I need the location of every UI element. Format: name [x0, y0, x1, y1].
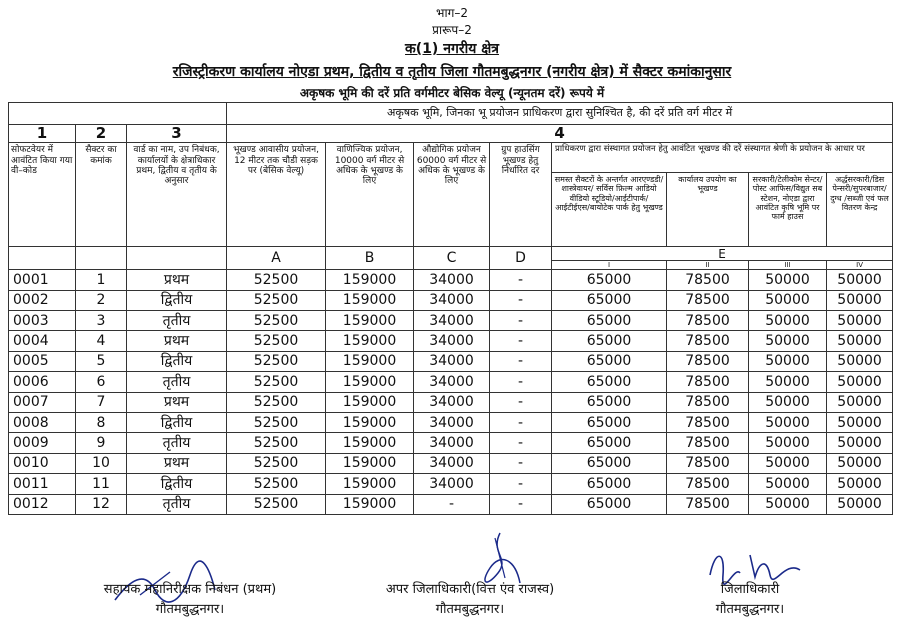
desc-e1: समस्त सैक्टरों के अन्तर्गत आरएण्डडी/शास्त्रेवायर/ सर्विस फ़िल्म आडियो वीडियो स्टूडियो/आईटीपार्क/ आईटीईएस/बायोटेक पार्क हेतु भूखण्ड	[552, 173, 667, 246]
cell-b: 159000	[326, 433, 414, 453]
cell-c: 34000	[414, 453, 490, 473]
signature-block-3	[650, 580, 850, 620]
signatory-title: सहायक महानिरीक्षक निबंधन (प्रथम)	[103, 582, 277, 597]
table-row	[9, 494, 893, 514]
cell-e4: 50000	[827, 372, 893, 392]
data-rows	[9, 270, 893, 515]
cell-e3: 50000	[749, 311, 827, 331]
signatory-title: अपर जिलाधिकारी(वित्त एंव राजस्व)	[385, 582, 555, 597]
cell-a: 52500	[227, 351, 326, 371]
cell-b: 159000	[326, 453, 414, 473]
cell-d: -	[490, 392, 552, 412]
cell-e4: 50000	[827, 311, 893, 331]
col-number: 4	[227, 125, 893, 143]
cell-b: 159000	[326, 270, 414, 290]
signatory-place: गौतमबुद्धनगर।	[715, 602, 785, 617]
cell-e3: 50000	[749, 433, 827, 453]
cell-a: 52500	[227, 453, 326, 473]
cell-d: -	[490, 270, 552, 290]
cell-sector: 6	[76, 372, 127, 392]
cell-ward: प्रथम	[127, 331, 227, 351]
desc-d: ग्रुप हाउसिंग भूखण्ड हेतु निर्धारित दर	[490, 143, 552, 247]
cell-b: 159000	[326, 494, 414, 514]
cell-e3: 50000	[749, 331, 827, 351]
cell-e4: 50000	[827, 433, 893, 453]
letter-e-group	[552, 247, 893, 270]
cell-code: 0011	[9, 474, 76, 494]
cell-a: 52500	[227, 494, 326, 514]
desc-sector-no: सैक्टर का कमांक	[76, 143, 127, 247]
desc-e2: कार्यालय उपयोग का भूखण्ड	[667, 173, 749, 246]
cell-e1: 65000	[552, 331, 667, 351]
desc-e3: सरकारी/टेलीकोम सेन्टर/पोस्ट आफिस/विद्युत सब स्टेशन, नोएडा द्वारा आवंटित कृषि भूमि पर फार्म हाउस	[749, 173, 827, 246]
cell-e2: 78500	[667, 270, 749, 290]
cell-code: 0010	[9, 453, 76, 473]
cell-ward: प्रथम	[127, 392, 227, 412]
cell-ward: द्वितीय	[127, 474, 227, 494]
cell-e2: 78500	[667, 331, 749, 351]
signatory-place: गौतमबुद्धनगर।	[435, 602, 505, 617]
cell-d: -	[490, 311, 552, 331]
cell-e3: 50000	[749, 351, 827, 371]
table-row	[9, 290, 893, 310]
cell-d: -	[490, 331, 552, 351]
col-number: 3	[127, 125, 227, 143]
cell-c: 34000	[414, 331, 490, 351]
cell-c: 34000	[414, 351, 490, 371]
cell-code: 0001	[9, 270, 76, 290]
col-number: 1	[9, 125, 76, 143]
cell-e4: 50000	[827, 474, 893, 494]
cell-e3: 50000	[749, 412, 827, 432]
cell-e1: 65000	[552, 311, 667, 331]
cell-c: 34000	[414, 412, 490, 432]
cell-e1: 65000	[552, 351, 667, 371]
cell-sector: 10	[76, 453, 127, 473]
cell-d: -	[490, 494, 552, 514]
desc-e4: अर्द्धसरकारी/डिस पेन्सरी/सुपरबाजार/ दुग्ध /सब्जी एवं फल वितरण केन्द्र	[830, 175, 889, 212]
table-row	[9, 331, 893, 351]
cell-c: 34000	[414, 311, 490, 331]
cell-code: 0006	[9, 372, 76, 392]
desc-ward: वार्ड का नाम, उप निबंधक, कार्यालयों के क्षेत्राधिकार प्रथम, द्वितीय व तृतीय के अनुसार	[127, 143, 227, 247]
cell-e1: 65000	[552, 433, 667, 453]
table-row	[9, 392, 893, 412]
signatory-title: जिलाधिकारी	[720, 582, 780, 597]
signature-scribble-2	[470, 528, 530, 588]
signature-block-1	[60, 580, 320, 620]
cell-d: -	[490, 372, 552, 392]
cell-e4: 50000	[827, 412, 893, 432]
cell-code: 0009	[9, 433, 76, 453]
cell-e3: 50000	[749, 372, 827, 392]
cell-e3: 50000	[749, 453, 827, 473]
cell-e4: 50000	[827, 270, 893, 290]
cell-e2: 78500	[667, 474, 749, 494]
table-row	[9, 311, 893, 331]
cell-e1: 65000	[552, 372, 667, 392]
cell-sector: 11	[76, 474, 127, 494]
table-row	[9, 351, 893, 371]
table-row	[9, 453, 893, 473]
cell-a: 52500	[227, 290, 326, 310]
cell-ward: द्वितीय	[127, 412, 227, 432]
blank-cell	[9, 103, 227, 125]
cell-code: 0004	[9, 331, 76, 351]
cell-b: 159000	[326, 351, 414, 371]
cell-d: -	[490, 351, 552, 371]
cell-e2: 78500	[667, 453, 749, 473]
cell-e4: 50000	[827, 351, 893, 371]
desc-e: प्राधिकरण द्वारा संस्थागत प्रयोजन हेतु आवंटित भूखण्ड की दरें संस्थागत श्रेणी के प्रयोजन के आधार पर	[552, 143, 892, 173]
roman-i: I	[552, 261, 667, 269]
column-description-row	[9, 143, 893, 247]
letter-row	[9, 247, 893, 270]
letter-a: A	[227, 247, 326, 270]
cell-ward: तृतीय	[127, 494, 227, 514]
cell-e2: 78500	[667, 372, 749, 392]
cell-sector: 9	[76, 433, 127, 453]
cell-e3: 50000	[749, 494, 827, 514]
desc-software-code: सोफटवेयर में आवंटित किया गया वी–कोड	[9, 143, 76, 247]
cell-d: -	[490, 433, 552, 453]
cell-sector: 5	[76, 351, 127, 371]
cell-sector: 1	[76, 270, 127, 290]
cell-b: 159000	[326, 372, 414, 392]
cell-a: 52500	[227, 474, 326, 494]
cell-b: 159000	[326, 392, 414, 412]
cell-ward: तृतीय	[127, 311, 227, 331]
cell-e1: 65000	[552, 392, 667, 412]
cell-ward: प्रथम	[127, 270, 227, 290]
cell-sector: 12	[76, 494, 127, 514]
cell-ward: द्वितीय	[127, 290, 227, 310]
cell-e2: 78500	[667, 433, 749, 453]
cell-e4: 50000	[827, 392, 893, 412]
rates-table	[8, 102, 893, 515]
part-label: भाग–2	[436, 6, 468, 20]
cell-e4: 50000	[827, 453, 893, 473]
cell-e3: 50000	[749, 290, 827, 310]
cell-e3: 50000	[749, 392, 827, 412]
cell-e3: 50000	[749, 474, 827, 494]
cell-c: 34000	[414, 433, 490, 453]
cell-e2: 78500	[667, 412, 749, 432]
letter-d: D	[490, 247, 552, 270]
rate-note: अकृषक भूमि की दरें प्रति वर्गमीटर बेसिक वेल्यू (न्यूनतम दरें) रूपये में	[299, 86, 605, 100]
cell-e1: 65000	[552, 412, 667, 432]
cell-e2: 78500	[667, 494, 749, 514]
group-header-row	[9, 103, 893, 125]
cell-ward: प्रथम	[127, 453, 227, 473]
cell-e2: 78500	[667, 351, 749, 371]
desc-b: वाणिज्यिक प्रयोजन, 10000 वर्ग मीटर से अधिक के भूखण्ड के लिए	[326, 143, 414, 247]
letter-c: C	[414, 247, 490, 270]
cell-code: 0003	[9, 311, 76, 331]
blank-cell	[127, 247, 227, 270]
cell-b: 159000	[326, 331, 414, 351]
cell-d: -	[490, 412, 552, 432]
cell-b: 159000	[326, 412, 414, 432]
cell-a: 52500	[227, 412, 326, 432]
cell-a: 52500	[227, 372, 326, 392]
cell-a: 52500	[227, 331, 326, 351]
col-number: 2	[76, 125, 127, 143]
column-number-row	[9, 125, 893, 143]
table-row	[9, 270, 893, 290]
desc-c: औद्योगिक प्रयोजन 60000 वर्ग मीटर से अधिक के भूखण्ड के लिए	[414, 143, 490, 247]
cell-a: 52500	[227, 311, 326, 331]
cell-e1: 65000	[552, 474, 667, 494]
desc-a: भूखण्ड आवासीय प्रयोजन, 12 मीटर तक चौडी सड़क पर (बेसिक वेल्यू)	[227, 143, 326, 247]
section-title: क(1) नगरीय क्षेत्र	[405, 41, 499, 57]
cell-e1: 65000	[552, 290, 667, 310]
letter-b: B	[326, 247, 414, 270]
cell-sector: 8	[76, 412, 127, 432]
roman-ii: II	[667, 261, 749, 269]
cell-e4: 50000	[827, 290, 893, 310]
signature-block-2	[340, 580, 600, 620]
cell-e3: 50000	[749, 270, 827, 290]
cell-e2: 78500	[667, 392, 749, 412]
roman-iv: IV	[856, 261, 863, 270]
blank-cell	[9, 247, 76, 270]
cell-e2: 78500	[667, 290, 749, 310]
cell-ward: तृतीय	[127, 433, 227, 453]
blank-cell	[76, 247, 127, 270]
table-row	[9, 433, 893, 453]
table-row	[9, 474, 893, 494]
cell-code: 0005	[9, 351, 76, 371]
cell-d: -	[490, 290, 552, 310]
cell-e4: 50000	[827, 494, 893, 514]
cell-c: 34000	[414, 270, 490, 290]
cell-c: 34000	[414, 474, 490, 494]
table-row	[9, 412, 893, 432]
cell-e1: 65000	[552, 270, 667, 290]
cell-code: 0007	[9, 392, 76, 412]
cell-c: 34000	[414, 290, 490, 310]
desc-e-group	[552, 143, 893, 247]
cell-d: -	[490, 474, 552, 494]
cell-sector: 2	[76, 290, 127, 310]
cell-a: 52500	[227, 433, 326, 453]
cell-a: 52500	[227, 270, 326, 290]
signature-scribble-3	[705, 545, 805, 585]
cell-c: -	[414, 494, 490, 514]
cell-e1: 65000	[552, 453, 667, 473]
form-label: प्रारूप–2	[432, 23, 472, 37]
group-header: अकृषक भूमि, जिनका भू प्रयोजन प्राधिकरण द्वारा सुनिश्चित है, की दरें प्रति वर्ग मीटर में	[227, 103, 893, 125]
cell-e2: 78500	[667, 311, 749, 331]
cell-sector: 3	[76, 311, 127, 331]
office-title: रजिस्ट्रीकरण कार्यालय नोएडा प्रथम, द्वितीय व तृतीय जिला गौतमबुद्धनगर (नगरीय क्षेत्र) में सैक्टर कमांकानुसार	[172, 64, 732, 80]
signatory-place: गौतमबुद्धनगर।	[155, 602, 225, 617]
cell-e4: 50000	[827, 331, 893, 351]
cell-c: 34000	[414, 392, 490, 412]
letter-e: E	[552, 247, 892, 261]
cell-code: 0012	[9, 494, 76, 514]
roman-iii: III	[749, 261, 827, 269]
cell-b: 159000	[326, 290, 414, 310]
cell-ward: द्वितीय	[127, 351, 227, 371]
cell-c: 34000	[414, 372, 490, 392]
cell-b: 159000	[326, 311, 414, 331]
cell-b: 159000	[326, 474, 414, 494]
cell-ward: तृतीय	[127, 372, 227, 392]
cell-e1: 65000	[552, 494, 667, 514]
cell-sector: 4	[76, 331, 127, 351]
cell-code: 0008	[9, 412, 76, 432]
cell-sector: 7	[76, 392, 127, 412]
cell-code: 0002	[9, 290, 76, 310]
cell-d: -	[490, 453, 552, 473]
cell-a: 52500	[227, 392, 326, 412]
table-row	[9, 372, 893, 392]
